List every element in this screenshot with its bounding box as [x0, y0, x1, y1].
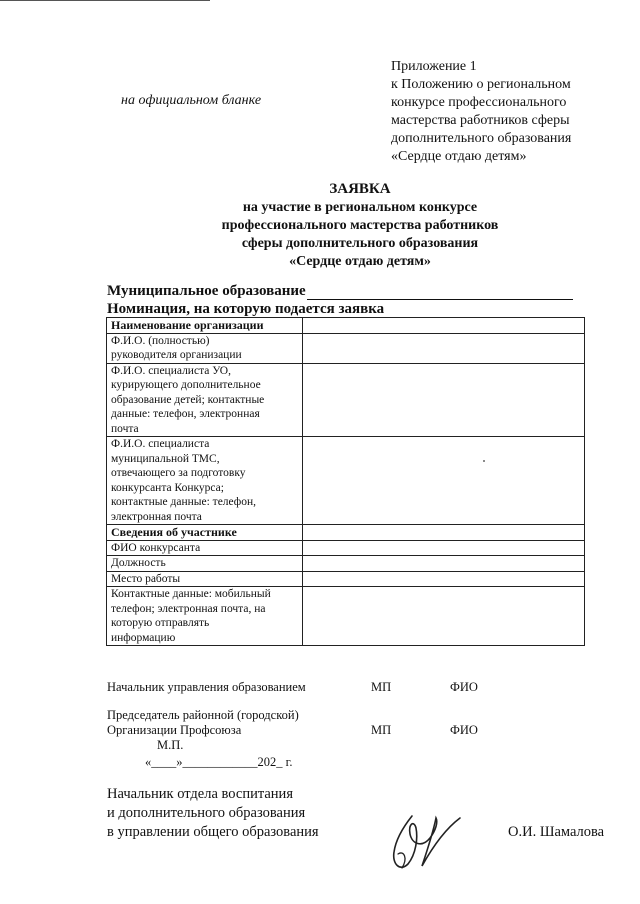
- appendix-line: к Положению о региональном: [391, 77, 571, 92]
- subtitle-line: «Сердце отдаю детям»: [289, 254, 431, 269]
- subtitle-line: сферы дополнительного образования: [241, 236, 479, 251]
- nomination-input-line[interactable]: [387, 303, 583, 318]
- stamp-label: МП: [371, 680, 392, 694]
- org-name-value-cell[interactable]: [303, 318, 585, 334]
- row-label-line: образование детей; контактные: [111, 393, 265, 406]
- row-label-cell: [107, 363, 303, 437]
- table-row: [107, 333, 585, 363]
- participant-header-cell: Сведения об участнике: [107, 525, 303, 541]
- org-header-cell: Наименование организации: [107, 318, 303, 334]
- row-label-line: контактные данные: телефон,: [111, 496, 257, 508]
- table-row: [107, 556, 585, 572]
- subtitle-line: на участие в региональном конкурсе: [242, 200, 478, 215]
- table-row: [107, 363, 585, 437]
- appendix-line: мастерства работников сферы: [391, 113, 570, 128]
- application-table: [106, 317, 585, 646]
- row-label-line: отвечающего за подготовку: [111, 467, 246, 479]
- row-label-line: которую отправлять: [111, 617, 210, 629]
- handwritten-signature: [382, 808, 477, 878]
- table-row: [107, 587, 585, 646]
- date-line[interactable]: «____»____________202_ г.: [145, 755, 293, 769]
- footer-position: [107, 785, 319, 842]
- row-label-line: руководителя организации: [111, 349, 242, 361]
- row-label-line: Ф.И.О. (полностью): [111, 334, 210, 347]
- row-value-cell[interactable]: [303, 437, 585, 525]
- official-blank-note: на официальном бланке: [121, 93, 262, 108]
- footer-line: и дополнительного образования: [107, 805, 306, 821]
- row-label-line: Должность: [111, 557, 166, 569]
- row-label-cell: [107, 540, 303, 556]
- row-label-line: ФИО конкурсанта: [111, 541, 201, 554]
- row-value-cell[interactable]: [303, 333, 585, 363]
- union-org-label: Организации Профсоюза: [107, 723, 242, 737]
- nomination-field: [107, 301, 583, 318]
- row-label-line: почта: [111, 422, 139, 435]
- stamp-label: МП: [371, 723, 392, 737]
- row-label-cell: [107, 556, 303, 572]
- row-label-cell: [107, 333, 303, 363]
- municipality-input-line[interactable]: [307, 285, 573, 300]
- row-value-cell[interactable]: [303, 525, 585, 541]
- head-education-label: Начальник управления образованием: [107, 680, 306, 694]
- municipality-label: Муниципальное образование: [107, 283, 306, 299]
- row-label-line: электронная почта: [111, 510, 202, 523]
- subtitle-line: профессионального мастерства работников: [221, 218, 499, 233]
- table-section-header: [107, 525, 585, 541]
- top-rule: [0, 0, 210, 1]
- municipality-field: [107, 283, 573, 300]
- appendix-block: [391, 58, 571, 166]
- table-row: [107, 437, 585, 525]
- row-label-line: Ф.И.О. специалиста УО,: [111, 364, 231, 377]
- table-section-header: [107, 318, 585, 334]
- row-label-line: курирующего дополнительное: [111, 379, 261, 391]
- footer-line: Начальник отдела воспитания: [107, 786, 293, 802]
- row-label-line: Контактные данные: мобильный: [111, 588, 271, 600]
- row-value-cell[interactable]: [303, 556, 585, 572]
- row-label-line: данные: телефон, электронная: [111, 408, 260, 420]
- row-label-line: муниципальной ТМС,: [111, 452, 220, 465]
- scan-speck: [483, 460, 485, 462]
- document-subtitle: [0, 199, 640, 271]
- footer-line: в управлении общего образования: [107, 824, 319, 840]
- table-row: [107, 571, 585, 587]
- union-chair-label: Председатель районной (городской): [107, 708, 299, 722]
- row-label-cell: [107, 571, 303, 587]
- row-label-line: Ф.И.О. специалиста: [111, 438, 210, 450]
- row-label-line: информацию: [111, 631, 176, 644]
- appendix-line: «Сердце отдаю детям»: [391, 149, 527, 164]
- row-label-cell: [107, 587, 303, 646]
- row-value-cell[interactable]: [303, 363, 585, 437]
- fio-label: ФИО: [450, 680, 478, 694]
- fio-label: ФИО: [450, 723, 478, 737]
- appendix-line: Приложение 1: [391, 59, 477, 74]
- row-value-cell[interactable]: [303, 540, 585, 556]
- signer-name: О.И. Шамалова: [508, 824, 605, 840]
- row-label-cell: [107, 437, 303, 525]
- appendix-line: дополнительного образования: [391, 131, 572, 146]
- row-value-cell[interactable]: [303, 587, 585, 646]
- row-label-line: конкурсанта Конкурса;: [111, 481, 224, 494]
- table-row: [107, 540, 585, 556]
- row-value-cell[interactable]: [303, 571, 585, 587]
- row-label-line: телефон; электронная почта, на: [111, 602, 266, 615]
- appendix-line: конкурсе профессионального: [391, 95, 567, 110]
- document-title: ЗАЯВКА: [329, 181, 391, 197]
- row-label-line: Место работы: [111, 572, 181, 585]
- nomination-label: Номинация, на которую подается заявка: [107, 301, 385, 317]
- stamp-place-label: М.П.: [157, 738, 184, 752]
